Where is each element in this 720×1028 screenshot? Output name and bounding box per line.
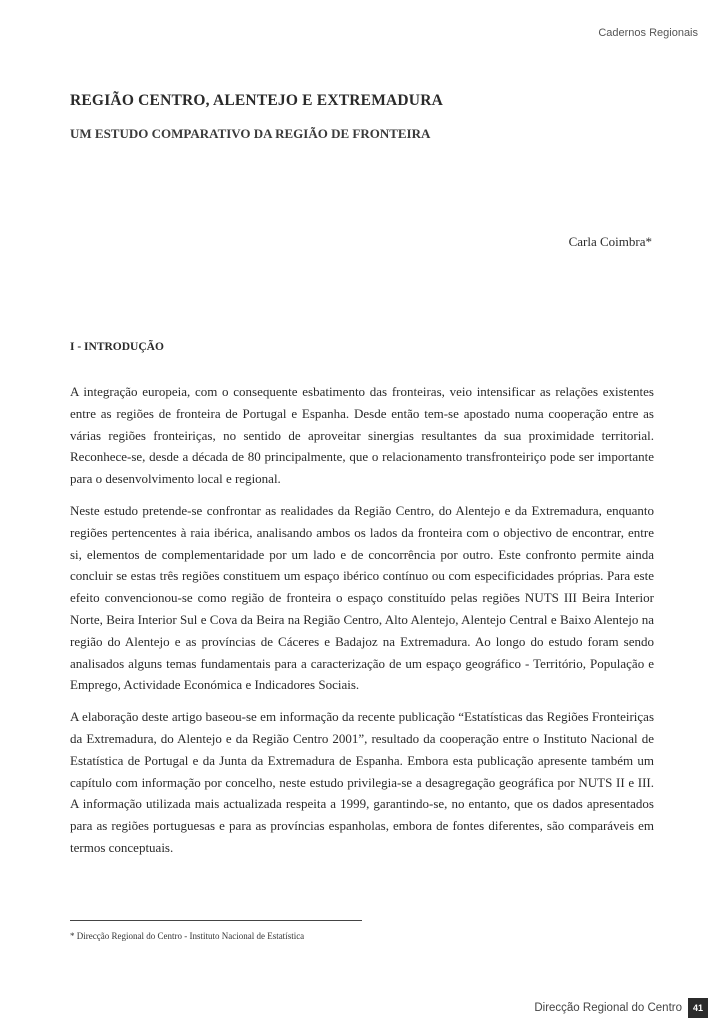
paragraph: Neste estudo pretende-se confrontar as realidades da Região Centro, do Alentejo e da Extremadura, enquanto regiões pertencentes à raia ibérica, analisando ambos os lados da fronteira com o objectivo de encontrar, entre si, elementos de complementaridade por um lado e de concorrência por outro. Este confronto permite ainda concluir se estas três regiões constituem um espaço ibérico contínuo ou com especificidades próprias. Para este efeito convencionou-se como região de fronteira o espaço constituído pelas regiões NUTS III Beira Interior Norte, Beira Interior Sul e Cova da Beira na Região Centro, Alto Alentejo, Alentejo Central e Baixo Alentejo na região do Alentejo e as províncias de Cáceres e Badajoz na Extremadura. Ao longo do estudo foram sendo analisados alguns temas fundamentais para a caracterização de um espaço geográfico - Território, População e Emprego, Actividade Económica e Indicadores Sociais. — [70, 502, 654, 693]
footnote-divider — [70, 920, 362, 921]
article-subtitle: UM ESTUDO COMPARATIVO DA REGIÃO DE FRONTEIRA — [70, 126, 431, 141]
author-name: Carla Coimbra* — [568, 234, 652, 249]
article-title: REGIÃO CENTRO, ALENTEJO E EXTREMADURA — [70, 92, 443, 109]
body-text — [70, 381, 654, 869]
footnote: * Direcção Regional do Centro - Instituto Nacional de Estatística — [70, 931, 305, 941]
section-heading: I - INTRODUÇÃO — [70, 341, 164, 353]
running-head: Cadernos Regionais — [598, 27, 698, 39]
page-footer — [534, 998, 708, 1018]
paragraph: A integração europeia, com o consequente esbatimento das fronteiras, veio intensificar as relações existentes entre as regiões de fronteira de Portugal e Espanha. Desde então tem-se apostado numa cooperação entre as várias regiões fronteiriças, no sentido de aproveitar sinergias resultantes da sua proximidade territorial. Reconhece-se, desde a década de 80 principalmente, que o relacionamento transfronteiriço pode ser importante para o desenvolvimento local e regional. — [70, 384, 654, 487]
footer-label: Direcção Regional do Centro — [534, 1002, 682, 1014]
paragraph: A elaboração deste artigo baseou-se em informação da recente publicação “Estatísticas das Regiões Fronteiriças da Extremadura, do Alentejo e da Região Centro 2001”, resultado da cooperação entre o Instituto Nacional de Estatística de Portugal e da Junta da Extremadura de Espanha. Embora esta publicação apresente também um capítulo com informação por concelho, neste estudo privilegia-se a desagregação geográfica por NUTS II e III. A informação utilizada mais actualizada respeita a 1999, garantindo-se, no entanto, que os dados apresentados para as regiões portuguesas e para as províncias espanholas, embora de fontes diferentes, são comparáveis em termos conceptuais. — [70, 709, 654, 855]
page-number: 41 — [688, 998, 708, 1018]
